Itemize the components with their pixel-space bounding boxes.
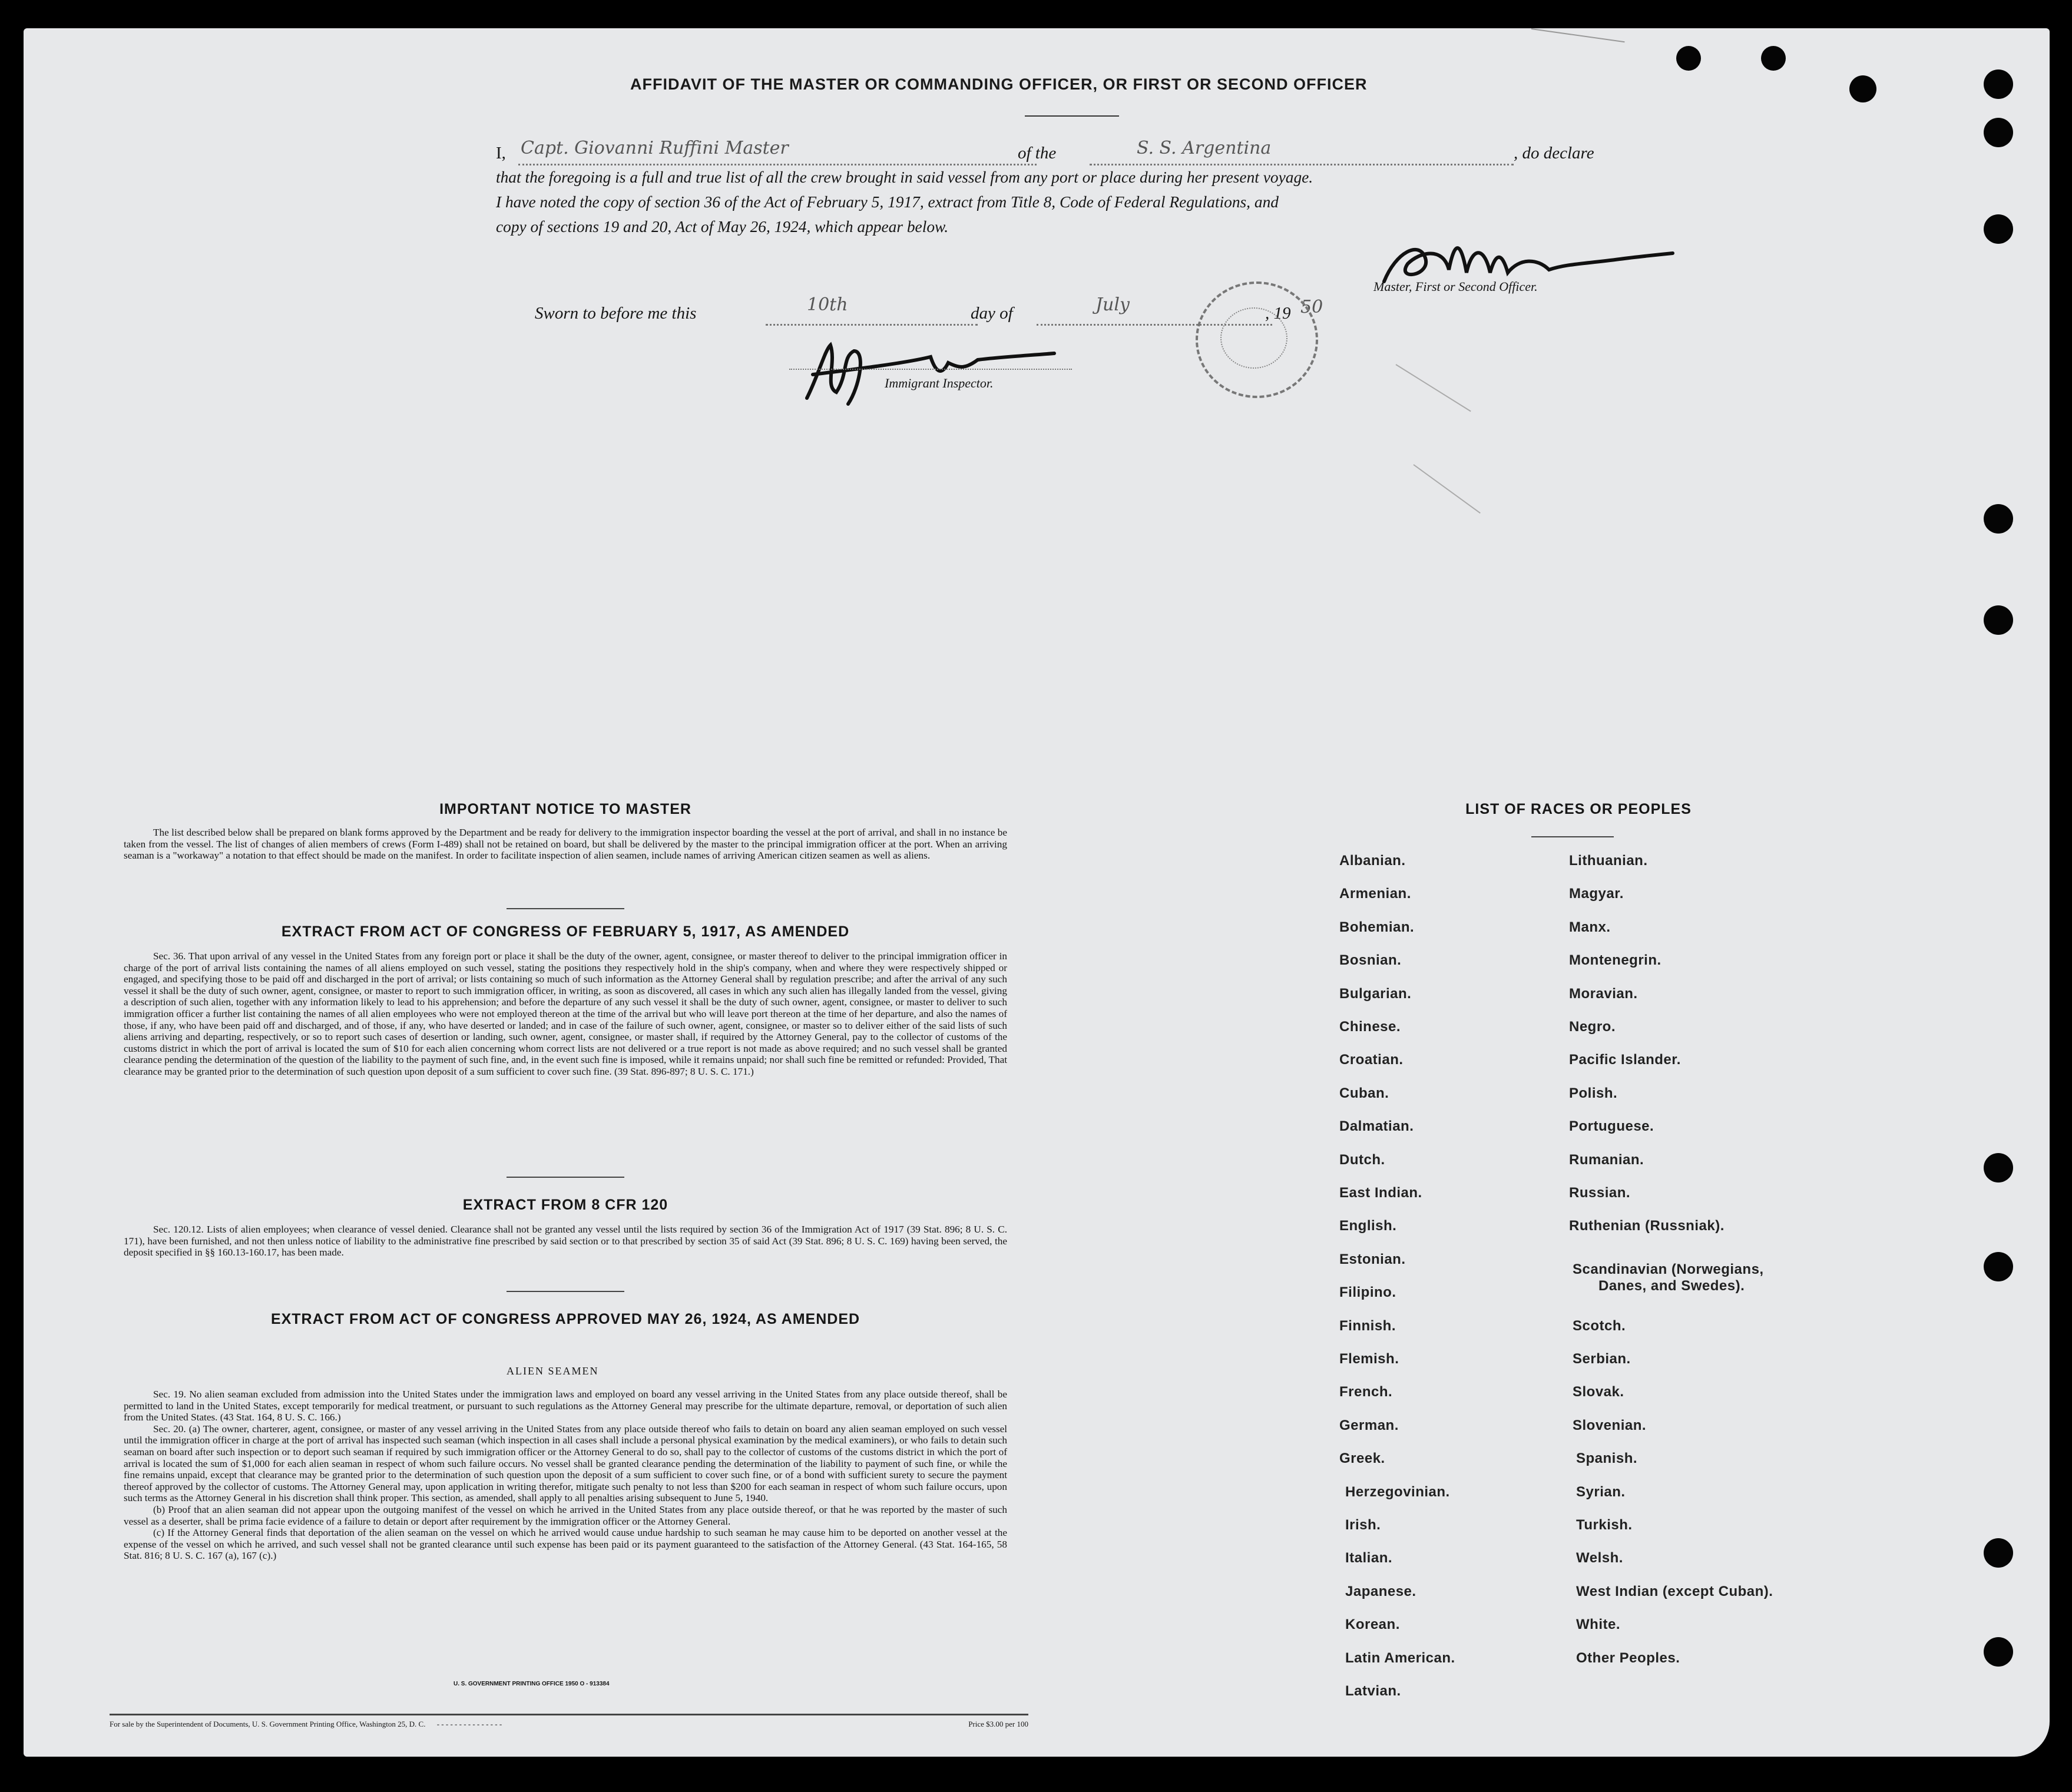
paper-smudge: [1413, 464, 1480, 514]
races-title: LIST OF RACES OR PEOPLES: [1465, 801, 1692, 817]
punch-hole: [1676, 46, 1701, 71]
race-item: Latvian.: [1345, 1683, 1401, 1699]
punch-hole: [1984, 1153, 2013, 1182]
sworn-label: Sworn to before me this: [535, 304, 697, 323]
sworn-year-handwritten: 50: [1300, 297, 1323, 317]
punch-hole: [1984, 504, 2013, 534]
race-item: Greek.: [1339, 1450, 1385, 1467]
inspector-caption: Immigrant Inspector.: [885, 376, 994, 390]
extract-1924-title: EXTRACT FROM ACT OF CONGRESS APPROVED MAY 26, 1924, AS AMENDED: [270, 1311, 860, 1327]
race-item: Japanese.: [1345, 1583, 1416, 1599]
race-item: Portuguese.: [1569, 1118, 1654, 1135]
race-item: Polish.: [1569, 1085, 1618, 1101]
section-separator: [507, 1177, 624, 1178]
race-item: Pacific Islander.: [1569, 1052, 1681, 1068]
race-item: Ruthenian (Russniak).: [1569, 1218, 1725, 1234]
sec-20c: (c) If the Attorney General finds that deportation of the alien seaman on the vessel on which he arrived would cause undue hardship to such seaman he may cause him to be deported on another vessel at the expense of the vessel on which he arrived, and such vessel shall not be granted clearance until such expense has been paid or its payment guaranteed to the satisfaction of the Attorney General. (43 Stat. 164-165, 58 Stat. 816; 8 U. S. C. 167 (a), 167 (c).): [124, 1527, 1007, 1562]
punch-hole: [1984, 69, 2013, 99]
document-page: [24, 28, 2050, 1757]
punch-hole: [1984, 214, 2013, 244]
paper-smudge: [1531, 28, 1625, 42]
vessel-name-line: [1090, 164, 1514, 165]
race-item: Albanian.: [1339, 853, 1406, 869]
affidavit-title: AFFIDAVIT OF THE MASTER OR COMMANDING OFFICER, OR FIRST OR SECOND OFFICER: [630, 75, 1368, 93]
race-item: White.: [1576, 1617, 1620, 1633]
race-item: Turkish.: [1576, 1517, 1633, 1533]
master-name-handwritten: Capt. Giovanni Ruffini Master: [521, 138, 789, 158]
punch-hole: [1984, 605, 2013, 635]
notice-text: The list described below shall be prepared on blank forms approved by the Department and be ready for delivery to the immigration inspector boarding the vessel at the port of arrival, and shall in no instance be taken from the vessel. The list of changes of alien members of crews (Form I-489) shall not be retained on board, but shall be delivered by the master to the principal immigration officer at the port. When an arriving seaman is a "workaway" a notation to that effect should be made on the manifest. In order to facilitate inspection of alien seamen, include names of arriving American citizen seamen as well as aliens.: [124, 827, 1007, 862]
race-item: French.: [1339, 1384, 1393, 1400]
punch-hole: [1984, 118, 2013, 147]
sec-19-text: [124, 1389, 1007, 1562]
race-item: Serbian.: [1573, 1351, 1631, 1367]
sale-dashes: - - - - - - - - - - - - - - -: [436, 1720, 502, 1728]
sec-20b: (b) Proof that an alien seaman did not appear upon the outgoing manifest of the vessel on which he arrived in the United States from any place outside thereof, or that he was reported by the master of such vessel as a deserter, shall be prima facie evidence of a failure to detain or deport after requirement by the immigration officer or the Attorney General.: [124, 1503, 1007, 1527]
race-item: Magyar.: [1569, 886, 1624, 902]
affidavit-line-2: that the foregoing is a full and true list of all the crew brought in said vessel from any port or place during her present voyage.: [496, 168, 1313, 186]
race-item: Bulgarian.: [1339, 985, 1412, 1002]
race-item: Slovenian.: [1573, 1417, 1647, 1433]
paper-smudge: [1395, 364, 1471, 412]
race-item: Dalmatian.: [1339, 1118, 1414, 1135]
sec-20a: Sec. 20. (a) The owner, charterer, agent, consignee, or master of any vessel arriving in the United States from any place outside thereof who fails to detain on board any alien seaman employed on such vessel until the immigration officer in charge at the port of arrival has inspected such seaman (which inspection in all cases shall include a personal physical examination by the medical examiners), or who fails to detain such seaman on board after such inspection or to deport such seaman if required by such immigration officer or the Attorney General to do so, shall pay to the collector of customs of the customs district in which the port of arrival is located the sum of $1,000 for each alien seaman in respect of whom such failure occurs. No vessel shall be granted clearance pending the determination of the liability to payment of such fine, or while the fine remains unpaid, except that clearance may be granted prior to the determination of such question upon the deposit of a sum sufficient to cover such fine, or of a bond with sufficient surety to secure the payment thereof approved by the collector of customs. The Attorney General may, upon application in writing therefor, mitigate such penalty to not less than $200 for each seaman in respect of whom such failure occurs, upon such terms as the Attorney General in his discretion shall think proper. This section, as amended, shall apply to all penalties arising subsequent to June 5, 1940.: [124, 1423, 1007, 1504]
section-separator: [507, 908, 624, 909]
vessel-name-handwritten: S. S. Argentina: [1137, 138, 1272, 158]
master-caption: Master, First or Second Officer.: [1373, 279, 1538, 294]
year-prefix-label: , 19: [1265, 304, 1291, 323]
sale-text: For sale by the Superintendent of Documents, U. S. Government Printing Office, Washington 25, D. C.: [110, 1720, 426, 1728]
inspector-line: [789, 369, 1072, 370]
sworn-day-line: [766, 324, 978, 326]
sale-notice: [110, 1720, 1028, 1729]
race-item: English.: [1339, 1218, 1397, 1234]
race-item: Croatian.: [1339, 1052, 1404, 1068]
of-the-label: of the: [1018, 144, 1057, 163]
race-item: Other Peoples.: [1576, 1649, 1680, 1666]
title-underline: [1025, 115, 1119, 117]
race-item: Rumanian.: [1569, 1151, 1644, 1168]
race-item: Negro.: [1569, 1019, 1616, 1035]
affidavit-line-4: copy of sections 19 and 20, Act of May 26, 1924, which appear below.: [496, 218, 949, 236]
race-item: Moravian.: [1569, 985, 1638, 1002]
race-item: Scotch.: [1573, 1317, 1626, 1334]
race-item: Italian.: [1345, 1550, 1393, 1566]
price-text: Price $3.00 per 100: [968, 1720, 1028, 1728]
punch-hole: [1984, 1637, 2013, 1667]
section-separator: [507, 1291, 624, 1292]
extract-cfr-title: EXTRACT FROM 8 CFR 120: [462, 1197, 668, 1213]
race-item: Bohemian.: [1339, 919, 1415, 935]
race-item: Korean.: [1345, 1617, 1400, 1633]
race-item: Syrian.: [1576, 1483, 1626, 1500]
race-item: Latin American.: [1345, 1649, 1455, 1666]
notice-title: IMPORTANT NOTICE TO MASTER: [439, 801, 691, 817]
race-item: Dutch.: [1339, 1151, 1385, 1168]
race-item: Finnish.: [1339, 1317, 1396, 1334]
extract-1917-title: EXTRACT FROM ACT OF CONGRESS OF FEBRUARY 5, 1917, AS AMENDED: [281, 923, 850, 940]
affidavit-line-3: I have noted the copy of section 36 of the Act of February 5, 1917, extract from Title 8, Code of Federal Regulations, and: [496, 193, 1279, 211]
races-title-underline: [1531, 836, 1614, 837]
punch-hole: [1984, 1252, 2013, 1281]
race-item: Montenegrin.: [1569, 952, 1661, 969]
alien-seamen-subtitle: ALIEN SEAMEN: [507, 1365, 599, 1377]
do-declare-label: , do declare: [1514, 144, 1594, 163]
race-item: Armenian.: [1339, 886, 1411, 902]
race-item: West Indian (except Cuban).: [1576, 1583, 1773, 1599]
punch-hole: [1761, 46, 1786, 71]
inspector-signature: [789, 327, 1060, 416]
race-item: Russian.: [1569, 1185, 1631, 1201]
sworn-day-handwritten: 10th: [807, 294, 848, 315]
extract-1917-text: Sec. 36. That upon arrival of any vessel in the United States from any foreign port or place it shall be the duty of the owner, agent, consignee, or master thereof to deliver to the principal immigration officer in charge of the port of arrival lists containing the names of all aliens employed on such vessel, stating the positions they respectively hold in the ship's company, when and where they were respectively shipped or engaged, and specifying those to be paid off and discharged in the port of arrival; or lists containing so much of such information as the Attorney General shall by regulation prescribe; and after the arrival of any such vessel it shall be the duty of such owner, agent, consignee, or master to report to such immigration officer, in writing, as soon as discovered, all cases in which any such alien has illegally landed from the vessel, giving a description of such alien, together with any information likely to lead to his apprehension; and before the departure of any such vessel it shall be the duty of such owner, agent, consignee, or master to deliver to such immigration officer a further list containing the names of all alien employees who were not employed thereon at the time of the arrival but who will leave port thereon at the time of her departure, and also the names of those, if any, who have been paid off and discharged, and of those, if any, who have deserted or landed; and in case of the failure of such owner, agent, consignee, or master so to deliver either of the said lists of such aliens arriving and departing, respectively, or so to report such cases of desertion or landing, such owner, agent, consignee, or master shall, if required by the Attorney General, pay to the collector of customs of the customs district in which the port of arrival is located the sum of $10 for each alien concerning whom correct lists are not delivered or a true report is not made as above required; and no such vessel shall be granted clearance pending the determination of the question of the liability to the payment of such fine, and, in the event such fine is imposed, while it remains unpaid; nor shall such fine be remitted or refunded: Provided, That clearance may be granted prior to the determination of such question upon deposit of a sum sufficient to cover such fine. (39 Stat. 896-897; 8 U. S. C. 171.): [124, 950, 1007, 1077]
sec-19: Sec. 19. No alien seaman excluded from admission into the United States under the immigration laws and employed on board any vessel arriving in the United States from any place outside thereof, shall be permitted to land in the United States, except temporarily for medical treatment, or pursuant to such regulations as the Attorney General may prescribe for the ultimate departure, removal, or deportation of such alien from the United States. (43 Stat. 164, 8 U. S. C. 166.): [124, 1389, 1007, 1423]
sworn-month-handwritten: July: [1095, 294, 1130, 315]
punch-hole: [1984, 1538, 2013, 1568]
race-item: Danes, and Swedes).: [1598, 1277, 1745, 1294]
race-item: Estonian.: [1339, 1251, 1406, 1267]
race-item: Chinese.: [1339, 1019, 1401, 1035]
race-item: Lithuanian.: [1569, 853, 1648, 869]
race-item: Filipino.: [1339, 1284, 1396, 1301]
race-item: Welsh.: [1576, 1550, 1623, 1566]
gpo-imprint: U. S. GOVERNMENT PRINTING OFFICE 1950 O - 913384: [454, 1681, 610, 1687]
race-item: Flemish.: [1339, 1351, 1399, 1367]
race-item: Bosnian.: [1339, 952, 1402, 969]
punch-hole: [1849, 75, 1876, 102]
race-item: German.: [1339, 1417, 1399, 1433]
race-item: Herzegovinian.: [1345, 1483, 1450, 1500]
race-item: Irish.: [1345, 1517, 1381, 1533]
race-item: Slovak.: [1573, 1384, 1624, 1400]
race-item: East Indian.: [1339, 1185, 1422, 1201]
race-item: Spanish.: [1576, 1450, 1638, 1467]
race-item: Cuban.: [1339, 1085, 1389, 1101]
day-of-label: day of: [971, 304, 1013, 323]
affidavit-i: I,: [496, 144, 506, 163]
footer-rule: [110, 1714, 1028, 1715]
master-name-line: [518, 164, 1037, 165]
race-item: Manx.: [1569, 919, 1611, 935]
race-item: Scandinavian (Norwegians,: [1573, 1261, 1764, 1277]
extract-cfr-text: Sec. 120.12. Lists of alien employees; when clearance of vessel denied. Clearance shall not be granted any vessel until the lists required by section 36 of the Immigration Act of 1917 (39 Stat. 896; 8 U. S. C. 171), have been furnished, and not then unless notice of liability to the administrative fine prescribed by said section or to that prescribed by section 35 of said Act (39 Stat. 896; 8 U. S. C. 169) having been served, the deposit specified in §§ 160.13-160.17, has been made.: [124, 1224, 1007, 1258]
inspector-seal-stamp: [1196, 281, 1318, 398]
